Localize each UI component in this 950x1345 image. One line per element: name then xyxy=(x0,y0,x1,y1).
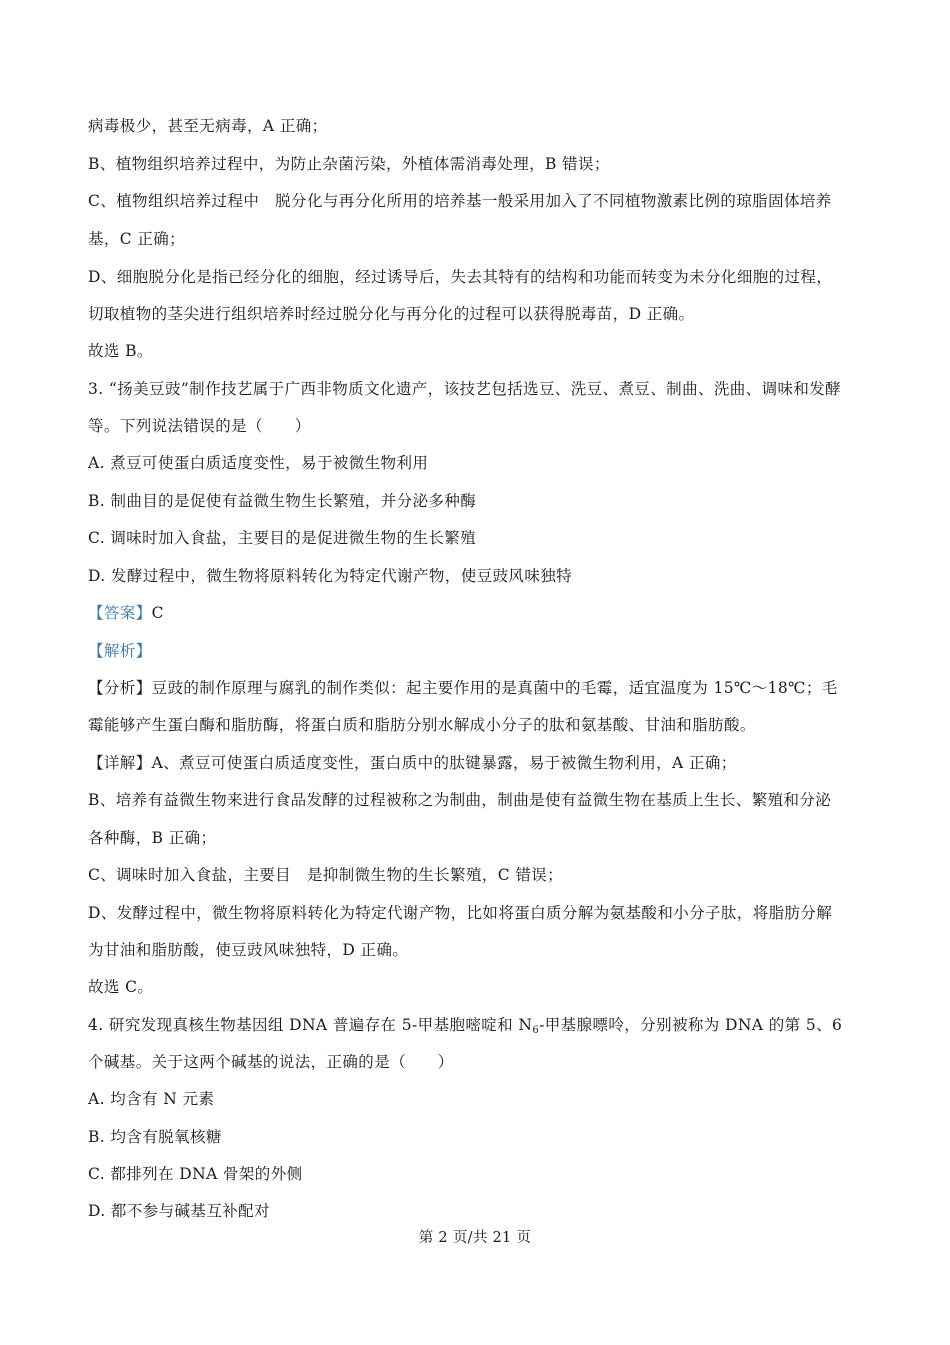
detail-tag-label: 【详解】 xyxy=(88,754,152,772)
text-line: B、植物组织培养过程中，为防止杂菌污染，外植体需消毒处理，B 错误； xyxy=(88,155,610,173)
answer-line xyxy=(88,602,878,624)
question-4-stem xyxy=(88,1014,878,1036)
text-line: D、细胞脱分化是指已经分化的细胞，经过诱导后，失去其特有的结构和功能而转变为未分化细胞的过程， xyxy=(88,268,833,286)
question-4-stem: 个碱基。关于这两个碱基的说法，正确的是（ ） xyxy=(88,1053,454,1071)
detail-line: C、调味时加入食盐，主要目 是抑制微生物的生长繁殖，C 错误； xyxy=(88,866,564,884)
detail-line xyxy=(88,752,878,774)
text-line: 故选 B。 xyxy=(88,342,153,360)
analysis-tag: 【解析】 xyxy=(88,642,152,660)
question-4-option-c: C. 都排列在 DNA 骨架的外侧 xyxy=(88,1165,303,1183)
question-3-option-b: B. 制曲目的是促使有益微生物生长繁殖，并分泌多种酶 xyxy=(88,492,477,510)
detail-line: 为甘油和脂肪酸，使豆豉风味独特，D 正确。 xyxy=(88,941,409,959)
analysis-heading xyxy=(88,640,878,662)
subscript-6: 6 xyxy=(532,1025,540,1036)
analysis-text: 豆豉的制作原理与腐乳的制作类似：起主要作用的是真菌中的毛霉，适宜温度为 15℃～18℃；毛 xyxy=(151,679,838,697)
detail-line: 各种酶，B 正确； xyxy=(88,829,217,847)
detail-line: B、培养有益微生物来进行食品发酵的过程被称之为制曲，制曲是使有益微生物在基质上生长、繁殖和分泌 xyxy=(88,791,832,809)
detail-line: 故选 C。 xyxy=(88,978,154,996)
question-3-stem: 等。下列说法错误的是（ ） xyxy=(88,417,311,435)
question-3-option-d: D. 发酵过程中，微生物将原料转化为特定代谢产物，使豆豉风味独特 xyxy=(88,567,573,585)
detail-text: A、煮豆可使蛋白质适度变性，蛋白质中的肽键暴露，易于被微生物利用，A 正确； xyxy=(151,754,737,772)
question-3-stem: 3. “扬美豆豉”制作技艺属于广西非物质文化遗产，该技艺包括选豆、洗豆、煮豆、制曲、洗曲、调味和发酵 xyxy=(88,380,842,398)
answer-tag: 【答案】 xyxy=(88,604,152,622)
question-4-option-a: A. 均含有 N 元素 xyxy=(88,1090,215,1108)
answer-value: C xyxy=(151,604,164,622)
detail-line: D、发酵过程中，微生物将原料转化为特定代谢产物，比如将蛋白质分解为氨基酸和小分子肽，将脂肪分解 xyxy=(88,904,833,922)
question-4-option-b: B. 均含有脱氧核糖 xyxy=(88,1128,222,1146)
text-line: 切取植物的茎尖进行组织培养时经过脱分化与再分化的过程可以获得脱毒苗，D 正确。 xyxy=(88,305,695,323)
question-4-option-d: D. 都不参与碱基互补配对 xyxy=(88,1202,270,1220)
question-4-part1: 4. 研究发现真核生物基因组 DNA 普遍存在 5-甲基胞嘧啶和 N xyxy=(88,1016,533,1034)
question-4-part2: -甲基腺嘌呤，分别被称为 DNA 的第 5、6 xyxy=(539,1016,843,1034)
page-footer: 第 2 页/共 21 页 xyxy=(418,1230,532,1246)
question-3-option-a: A. 煮豆可使蛋白质适度变性，易于被微生物利用 xyxy=(88,454,429,472)
analysis-line xyxy=(88,677,878,699)
text-line: 病毒极少，甚至无病毒，A 正确； xyxy=(88,117,328,135)
analysis-tag-label: 【分析】 xyxy=(88,679,152,697)
question-3-option-c: C. 调味时加入食盐，主要目的是促进微生物的生长繁殖 xyxy=(88,529,477,547)
text-line: 基，C 正确； xyxy=(88,230,186,248)
text-line: C、植物组织培养过程中 脱分化与再分化所用的培养基一般采用加入了不同植物激素比例的琼脂固体培养 xyxy=(88,192,832,210)
analysis-line: 霉能够产生蛋白酶和脂肪酶，将蛋白质和脂肪分别水解成小分子的肽和氨基酸、甘油和脂肪酸。 xyxy=(88,716,756,734)
